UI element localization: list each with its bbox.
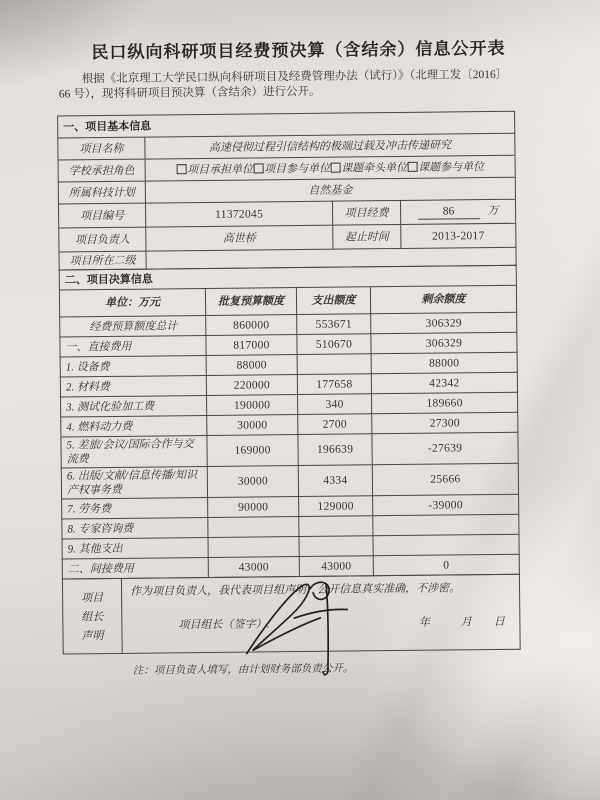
footnote: 注：项目负责人填写，由计划财务部负责公开。 — [132, 663, 354, 677]
row-label: 1. 设备费 — [60, 355, 206, 377]
cell-budget: 88000 — [206, 355, 297, 376]
column-header: 单位：万元 — [59, 288, 205, 317]
form-table — [57, 111, 521, 679]
project-code-label: 项目编号 — [58, 203, 145, 228]
cell-budget: 30000 — [207, 466, 298, 498]
cell-spent — [299, 536, 373, 557]
checkbox-icon — [407, 161, 417, 171]
cell-remain: 189660 — [372, 392, 518, 414]
cell-spent: 340 — [298, 394, 372, 415]
cell-remain — [373, 534, 519, 556]
sign-line — [130, 613, 511, 633]
row-label: 3. 测试化验加工费 — [61, 395, 207, 417]
funding-value-cell — [400, 199, 515, 224]
cell-spent: 129000 — [299, 496, 373, 517]
cell-remain: 306329 — [371, 332, 517, 354]
cell-budget: 860000 — [206, 315, 297, 336]
row-label: 二、间接费用 — [62, 557, 208, 579]
role-option-label: 课题牵头单位 — [341, 161, 408, 175]
period-label: 起止时间 — [333, 224, 401, 249]
plan-label: 所属科技计划 — [58, 181, 145, 204]
role-option-label: 项目参与单位 — [264, 162, 331, 175]
column-header: 支出额度 — [296, 287, 370, 315]
row-label: 5. 差旅/会议/国际合作与交流费 — [61, 435, 207, 468]
cell-spent: 4334 — [298, 465, 372, 497]
role-option-label: 项目承担单位 — [187, 162, 254, 176]
cell-remain: -39000 — [373, 494, 519, 516]
row-label: 7. 劳务费 — [62, 497, 208, 519]
table-row — [61, 432, 518, 468]
project-name-value: 高速侵彻过程引信结构的极端过载及冲击传递研究 — [145, 133, 515, 159]
project-code-value: 11372045 — [145, 201, 332, 227]
cell-spent: 510670 — [297, 334, 371, 355]
year-label: 年 — [418, 616, 430, 629]
side-label-line: 声明 — [81, 630, 104, 643]
declaration-main — [122, 575, 520, 653]
second-level-label: 项目所在二级 — [59, 251, 146, 270]
funding-unit: 万 — [487, 204, 499, 218]
cell-budget — [208, 537, 299, 558]
column-header: 剩余额度 — [370, 285, 516, 314]
cell-remain: 0 — [373, 554, 519, 576]
row-label: 4. 燃料动力费 — [61, 415, 207, 437]
row-label: 经费预算额度总计 — [60, 315, 206, 337]
leader-value: 高世桥 — [146, 225, 333, 251]
sign-label: 项目组长（签字）: — [178, 618, 271, 632]
role-option — [176, 163, 253, 176]
cell-budget: 43000 — [208, 557, 299, 578]
checkbox-icon — [253, 163, 263, 173]
declaration-statement: 作为项目负责人，我代表项目组声明：公开信息真实准确，不涉密。 — [130, 582, 461, 598]
cell-remain — [373, 514, 519, 536]
role-label: 学校承担角色 — [58, 159, 145, 182]
row-label: 6. 出版/文献/信息传播/知识产权事务费 — [61, 466, 207, 499]
basic-info-table — [57, 111, 517, 271]
checkbox-icon — [176, 164, 186, 174]
leader-label: 项目负责人 — [59, 227, 146, 252]
section1-heading: 一、项目基本信息 — [58, 111, 515, 138]
row-label: 8. 专家咨询费 — [62, 517, 208, 539]
side-label-line: 项目 — [81, 592, 104, 605]
side-label-line: 组长 — [81, 611, 104, 624]
cell-budget: 30000 — [207, 415, 298, 436]
day-label: 日 — [493, 615, 505, 628]
cell-budget: 190000 — [207, 395, 298, 416]
cell-spent: 43000 — [299, 556, 373, 577]
date-labels — [403, 613, 511, 630]
checkbox-icon — [330, 162, 340, 172]
funding-label: 项目经费 — [332, 200, 400, 225]
role-option — [253, 162, 330, 175]
role-option — [330, 161, 407, 174]
cell-budget: 220000 — [206, 375, 297, 396]
cell-remain: 27300 — [372, 412, 518, 434]
month-label: 月 — [460, 616, 472, 629]
cell-remain: 25666 — [372, 463, 518, 496]
cell-budget: 817000 — [206, 335, 297, 356]
cell-budget: 90000 — [208, 497, 299, 518]
funding-value: 86 — [418, 204, 480, 220]
cell-remain: 42342 — [371, 372, 517, 394]
accounts-table — [59, 265, 520, 580]
cell-remain: -27639 — [372, 432, 518, 465]
cell-remain: 88000 — [371, 352, 517, 374]
plan-value: 自然基金 — [145, 177, 515, 203]
period-value: 2013-2017 — [401, 223, 516, 248]
section2-heading: 二、项目决算信息 — [59, 265, 516, 290]
cell-spent: 177658 — [297, 374, 371, 395]
cell-spent — [297, 354, 371, 375]
intro-paragraph: 根据《北京理工大学民口纵向科研项目及经费管理办法（试行）》（北理工发〔2016〕66 号），现将科研项目预决算（含结余）进行公开。 — [58, 68, 508, 101]
project-name-label: 项目名称 — [58, 137, 145, 160]
cell-spent — [299, 516, 373, 537]
cell-spent: 196639 — [298, 434, 372, 466]
row-label: 2. 材料费 — [60, 375, 206, 397]
row-label: 9. 其他支出 — [62, 537, 208, 559]
column-header: 批复预算额度 — [205, 288, 296, 316]
cell-budget — [208, 517, 299, 538]
cell-remain: 306329 — [371, 312, 517, 334]
role-option-label: 课题参与单位 — [418, 160, 485, 174]
cell-spent: 2700 — [298, 414, 372, 435]
declaration-block — [62, 574, 521, 655]
table-row — [61, 463, 518, 499]
declaration-side-label — [63, 579, 123, 654]
cell-spent: 553671 — [297, 314, 371, 335]
page-title: 民口纵向科研项目经费预决算（含结余）信息公开表 — [91, 38, 506, 63]
row-label: 一、直接费用 — [60, 335, 206, 357]
role-option — [407, 161, 484, 174]
cell-budget: 169000 — [207, 435, 298, 467]
